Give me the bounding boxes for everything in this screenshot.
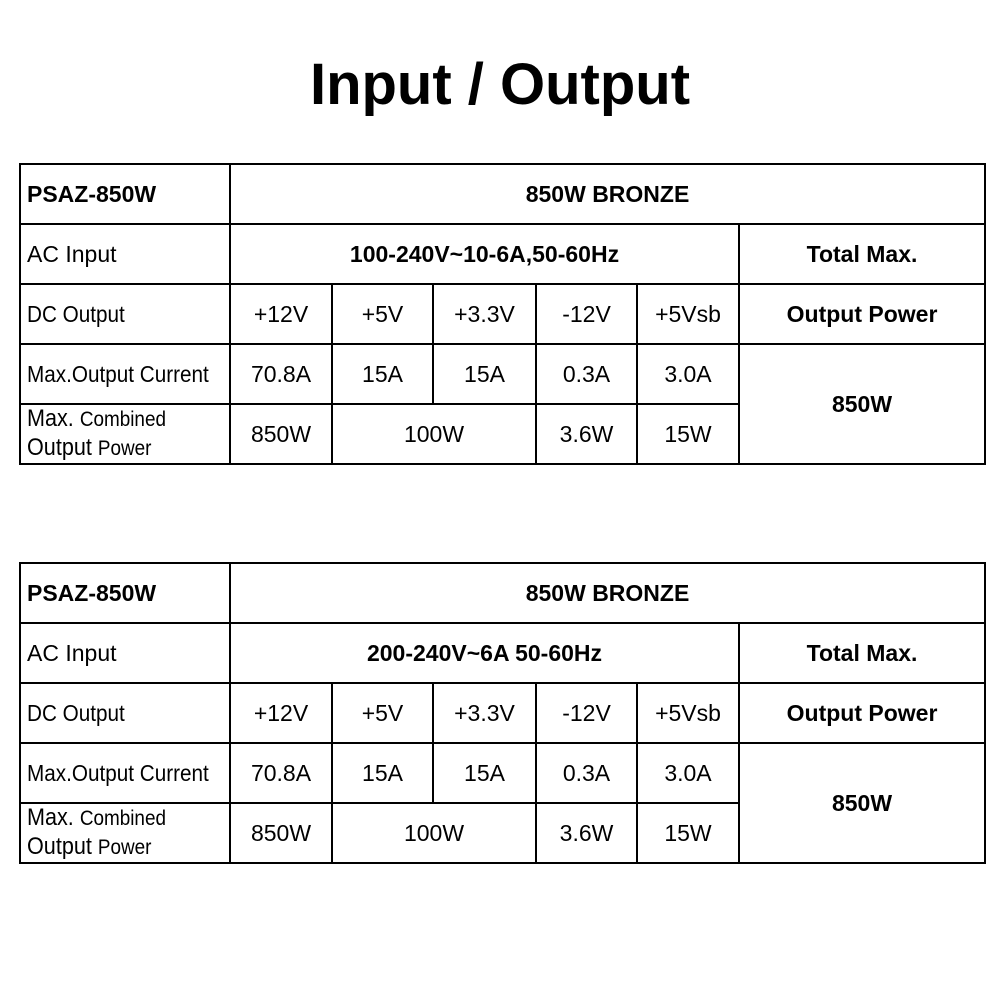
model-name: PSAZ-850W (20, 164, 230, 224)
combined-12v: 850W (230, 404, 332, 464)
ac-input-value: 200-240V~6A 50-60Hz (230, 623, 739, 683)
rail-12v: +12V (230, 683, 332, 743)
combined-12v: 850W (230, 803, 332, 863)
dc-output-row (20, 683, 985, 743)
current-5vsb: 3.0A (637, 743, 739, 803)
combined-power-label: Max. Combined Output Power (20, 803, 230, 863)
efficiency-rating: 850W BRONZE (230, 164, 985, 224)
current-3v3: 15A (433, 344, 536, 404)
efficiency-rating: 850W BRONZE (230, 563, 985, 623)
combined-5vsb: 15W (637, 803, 739, 863)
combined-neg12v: 3.6W (536, 803, 637, 863)
rail-12v: +12V (230, 284, 332, 344)
combined-5v-3v3: 100W (332, 404, 536, 464)
rail-5vsb: +5Vsb (637, 683, 739, 743)
ac-input-row (20, 623, 985, 683)
max-current-row (20, 344, 985, 404)
total-max-header: Total Max. (739, 224, 985, 284)
ac-input-label: AC Input (20, 224, 230, 284)
total-output-power-value: 850W (739, 344, 985, 464)
combined-neg12v: 3.6W (536, 404, 637, 464)
rail-5vsb: +5Vsb (637, 284, 739, 344)
combined-5vsb: 15W (637, 404, 739, 464)
output-power-header: Output Power (739, 683, 985, 743)
page-title: Input / Output (309, 52, 691, 117)
dc-output-label: DC Output (20, 683, 230, 743)
combined-5v-3v3: 100W (332, 803, 536, 863)
current-neg12v: 0.3A (536, 743, 637, 803)
ac-input-row (20, 224, 985, 284)
current-12v: 70.8A (230, 344, 332, 404)
ac-input-value: 100-240V~10-6A,50-60Hz (230, 224, 739, 284)
max-current-label: Max.Output Current (20, 743, 230, 803)
rail-5v: +5V (332, 284, 433, 344)
rail-3v3: +3.3V (433, 284, 536, 344)
model-name: PSAZ-850W (20, 563, 230, 623)
model-row (20, 164, 985, 224)
current-3v3: 15A (433, 743, 536, 803)
spec-table-1 (19, 163, 986, 465)
total-max-header: Total Max. (739, 623, 985, 683)
ac-input-label: AC Input (20, 623, 230, 683)
rail-5v: +5V (332, 683, 433, 743)
current-5vsb: 3.0A (637, 344, 739, 404)
rail-neg12v: -12V (536, 284, 637, 344)
rail-neg12v: -12V (536, 683, 637, 743)
current-neg12v: 0.3A (536, 344, 637, 404)
combined-power-label: Max. Combined Output Power (20, 404, 230, 464)
dc-output-row (20, 284, 985, 344)
current-5v: 15A (332, 344, 433, 404)
current-12v: 70.8A (230, 743, 332, 803)
model-row (20, 563, 985, 623)
max-current-row (20, 743, 985, 803)
rail-3v3: +3.3V (433, 683, 536, 743)
total-output-power-value: 850W (739, 743, 985, 863)
output-power-header: Output Power (739, 284, 985, 344)
max-current-label: Max.Output Current (20, 344, 230, 404)
dc-output-label: DC Output (20, 284, 230, 344)
current-5v: 15A (332, 743, 433, 803)
spec-table-2 (19, 562, 986, 864)
